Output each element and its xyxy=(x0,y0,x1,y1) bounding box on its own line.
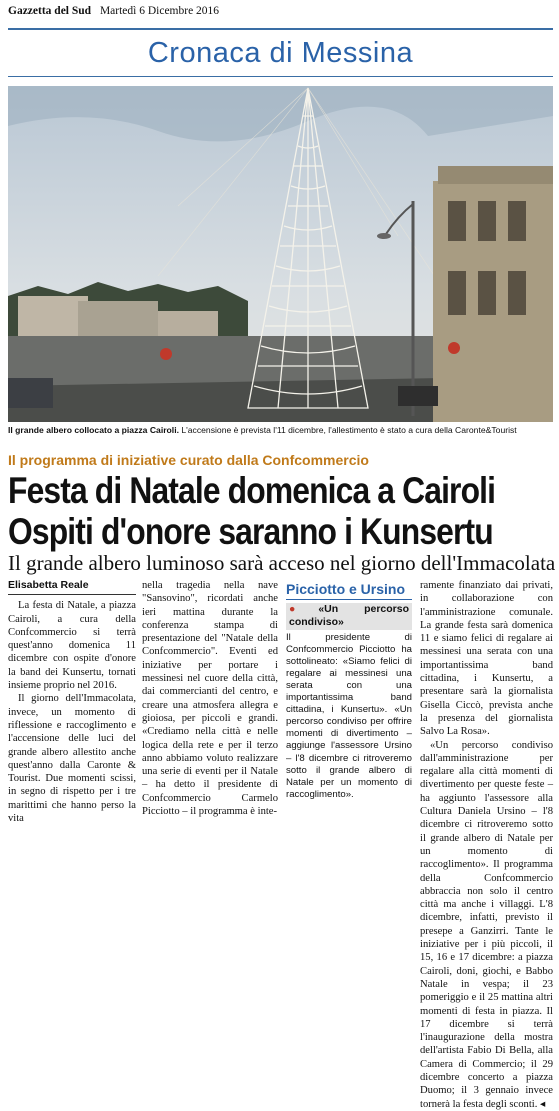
headline-line-1: Festa di Natale domenica a Cairoli xyxy=(8,470,496,511)
newspaper-name: Gazzetta del Sud xyxy=(8,5,92,17)
section-title: Cronaca di Messina xyxy=(147,37,414,69)
article-kicker: Il programma di iniziative curato dalla Confcommercio xyxy=(8,452,369,468)
issue-date: Martedì 6 Dicembre 2016 xyxy=(99,5,220,17)
article-column-4 xyxy=(420,579,553,1111)
article-subhead: Il grande albero luminoso sarà acceso nel giorno dell'Immacolata xyxy=(8,551,556,575)
box-title: Picciotto e Ursino xyxy=(286,579,412,600)
bullet-icon: ● xyxy=(289,603,319,615)
paragraph: Il giorno dell'Immacolata, invece, un momento di riflessione e raccoglimento e l'accensione delle luci del grande albero allestito anche quest'anno dalla Caronte & Tourist. Due momenti scissi, in segno di rispetto per i tre marittimi che hanno perso la vita xyxy=(8,693,136,825)
paragraph: ramente finanziato dai privati, in collaborazione con l'amministrazione comunale. La grande festa sarà domenica 11 e siamo felici di regalare ai messinesi una serata con una importantissima band cittadina, i Kunsertu, a presentare sarà la giornalista Gisella Ciccò, prevista anche la presenza del giornalista Salvo La Rosa». xyxy=(420,580,553,738)
caption-lead: Il grande albero collocato a piazza Cairoli. xyxy=(8,425,179,435)
article-column-1 xyxy=(8,579,136,825)
article-column-2 xyxy=(142,579,278,818)
sidebar-box xyxy=(286,579,412,801)
byline: Elisabetta Reale xyxy=(8,579,136,595)
paragraph: nella tragedia nella nave "Sansovino", ricordati anche ieri mattina durante la conferenza stampa di presentazione del "Natale della Confcommercio". Eventi ed iniziative per portare i messinesi nel cuore della città, dai commercianti del centro, e creare una atmosfera allegra e gioiosa, per piccoli e grandi. «Crediamo nella città e nelle logica della rete e per il terzo anno abbiamo voluto realizzare una serie di eventi per il Natale – ha detto il presidente di Confcommercio Carmelo Picciotto – il programma è inte- xyxy=(142,580,278,818)
box-text: Il presidente di Confcommercio Picciotto ha sottolineato: «Siamo felici di regalare ai messinesi una serata con una importantissima band cittadina, i Kunsertu». «Un percorso condiviso per offrire momenti di divertimento – aggiunge l'assessore Ursino – l'8 dicembre ci ritroveremo sotto il grande albero di Natale per un momento di raccoglimento». xyxy=(286,631,412,800)
headline-line-2: Ospiti d'onore saranno i Kunsertu xyxy=(8,511,493,552)
photo-caption xyxy=(8,424,553,436)
box-label-text: «Un percorso condiviso» xyxy=(289,603,409,629)
masthead xyxy=(8,2,553,20)
section-header xyxy=(8,28,553,77)
box-label xyxy=(286,603,412,630)
article-headline xyxy=(8,470,553,552)
paragraph: «Un percorso condiviso dall'amministrazione per regalare alla città momenti di divertimento per queste feste – ha aggiunto l'assessore alla Cultura Daniela Ursino – l'8 dicembre ci ritroveremo sotto il grande albero di Natale per un momento di raccoglimento». Il programma della Confcommercio abbraccia non solo il centro città ma anche i villaggi. L'8 dicembre, infatti, previsto il presepe a Ganzirri. Tante le iniziative per i più piccoli, il 15, 16 e 17 dicembre: a piazza Cairoli, doni, giochi, e Babbo Natale in vespa; il 23 pomeriggio e il 25 mattina altri momenti di festa in piazza. Il 17 dicembre si terrà l'inaugurazione della mostra dell'artista Fabio Di Bella, alla Camera di Commercio; il 29 dicembre concerto a piazza Duomo; il 3 gennaio invece tornerà la festa degli sconti. ◂ xyxy=(420,739,553,1110)
caption-text: L'accensione è prevista l'11 dicembre, l'allestimento è stato a cura della Caronte&Tourist xyxy=(178,425,517,435)
christmas-tree-photo xyxy=(8,86,553,422)
paragraph: La festa di Natale, a piazza Cairoli, a cura della Confcommercio si terrà quest'anno domenica 11 dicembre con ospite d'onore la band dei Kunsertu, tornati insieme proprio nel 2016. xyxy=(8,600,136,692)
